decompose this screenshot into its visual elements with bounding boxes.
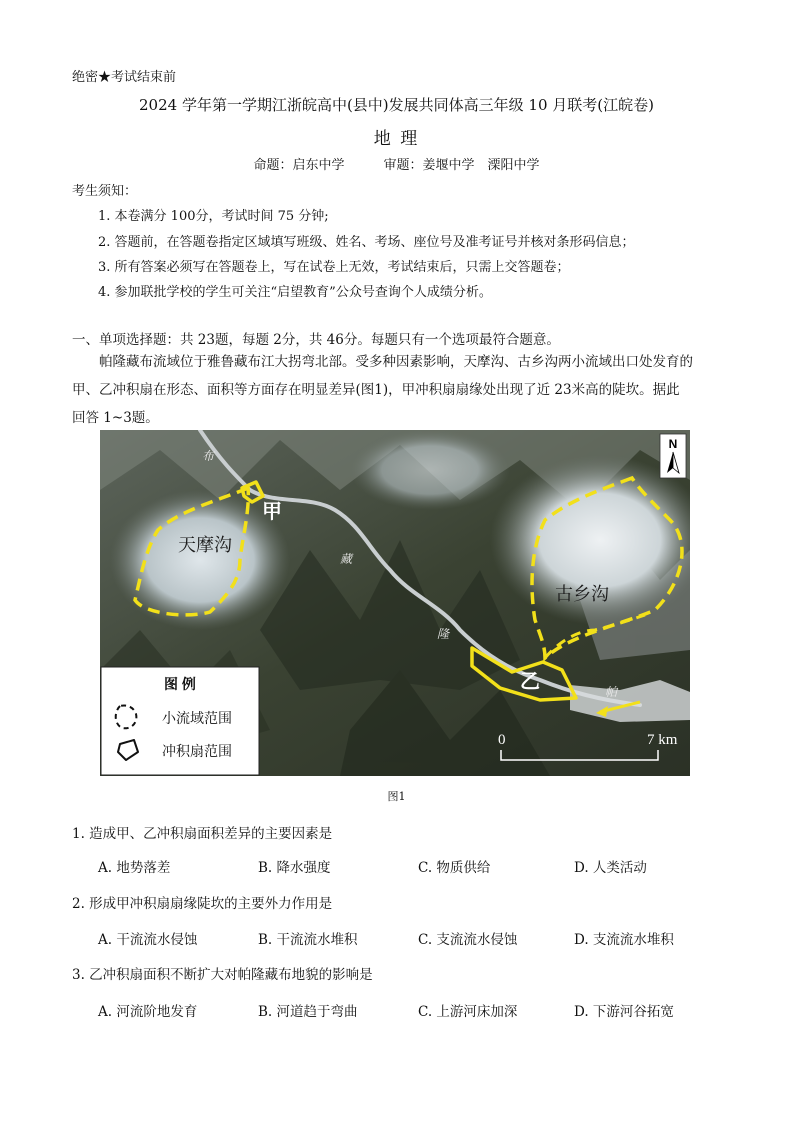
intro-paragraph [72,348,722,432]
scale-end: 7 km [647,732,678,748]
q1-option-a[interactable]: A. 地势落差 [98,860,171,876]
q1-option-d[interactable]: D. 人类活动 [574,860,647,876]
subject-title: 地 理 [373,129,420,149]
q2-option-b[interactable]: B. 干流流水堆积 [258,932,358,948]
intro-line: 甲、乙冲积扇在形态、面积等方面存在明显差异(图1)，甲冲积扇扇缘处出现了近 23米高的陡坎。据此 [72,382,680,398]
section-heading: 一、单项选择题：共 23题，每题 2分，共 46分。每题只有一个选项最符合题意。 [72,332,560,348]
label-zang: 藏 [340,552,353,566]
question-stem-1: 1. 造成甲、乙冲积扇面积差异的主要因素是 [72,826,333,842]
q2-option-a[interactable]: A. 干流流水侵蚀 [98,932,198,948]
confidential-mark: 绝密★考试结束前 [72,70,177,85]
q3-option-d[interactable]: D. 下游河谷拓宽 [574,1004,674,1020]
authors-line: 命题：启东中学 审题：姜堰中学 溧阳中学 [253,158,540,173]
legend-item-catchment: 小流域范围 [162,710,232,726]
label-pa: 帕 [605,685,618,699]
label-tianmogou: 天摩沟 [178,535,232,555]
question-stem-2: 2. 形成甲冲积扇扇缘陡坎的主要外力作用是 [72,896,333,912]
q3-option-c[interactable]: C. 上游河床加深 [418,1004,518,1020]
intro-line: 回答 1~3题。 [72,410,159,426]
notice-item: 3. 所有答案必须写在答题卷上，写在试卷上无效，考试结束后，只需上交答题卷； [98,260,570,275]
exam-title: 2024 学年第一学期江浙皖高中(县中)发展共同体高三年级 10 月联考(江皖卷) [139,96,654,114]
map-legend [101,667,259,775]
label-jia: 甲 [262,501,282,523]
notice-item: 1. 本卷满分 100分，考试时间 75 分钟; [98,209,329,224]
intro-line: 帕隆藏布流域位于雅鲁藏布江大拐弯北部。受多种因素影响，天摩沟、古乡沟两小流域出口处发育的 [72,354,693,370]
label-bu: 布 [202,449,215,463]
figure-caption: 图1 [387,790,406,803]
q2-option-d[interactable]: D. 支流流水堆积 [574,932,674,948]
label-guxianggou: 古乡沟 [555,584,609,604]
notice-item: 4. 参加联批学校的学生可关注“启望教育”公众号查询个人成绩分析。 [98,285,492,300]
q1-option-c[interactable]: C. 物质供给 [418,860,491,876]
legend-title: 图 例 [164,676,196,692]
notice-heading: 考生须知： [72,184,138,199]
scale-start: 0 [498,732,506,748]
q1-option-b[interactable]: B. 降水强度 [258,860,331,876]
q3-option-a[interactable]: A. 河流阶地发育 [98,1004,198,1020]
svg-text:N: N [668,437,678,451]
label-long: 隆 [437,627,450,641]
q3-option-b[interactable]: B. 河道趋于弯曲 [258,1004,358,1020]
label-yi: 乙 [520,671,540,693]
satellite-map [100,430,690,776]
notice-item: 2. 答题前，在答题卷指定区域填写班级、姓名、考场、座位号及准考证号并核对条形码信息； [98,235,635,250]
question-stem-3: 3. 乙冲积扇面积不断扩大对帕隆藏布地貌的影响是 [72,967,373,983]
q2-option-c[interactable]: C. 支流流水侵蚀 [418,932,518,948]
legend-item-fan: 冲积扇范围 [162,743,232,759]
north-arrow [660,434,686,478]
